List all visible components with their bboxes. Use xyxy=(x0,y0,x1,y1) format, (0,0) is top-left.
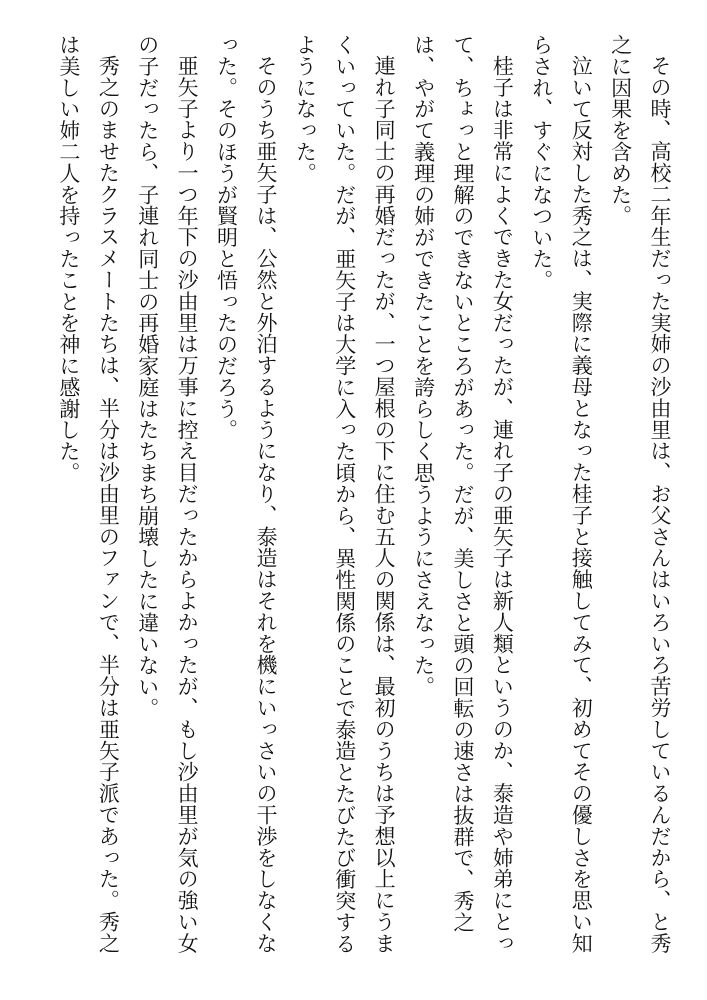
paragraph-2: 泣いて反対した秀之は、実際に義母となった桂子と接触してみて、初めてその優しさを思い知らされ、すぐになついた。 xyxy=(529,34,594,954)
paragraph-1: その時、高校二年生だった実姉の沙由里は、お父さんはいろいろ苦労しているんだから、と秀之に因果を含めた。 xyxy=(608,34,672,954)
vertical-text-body xyxy=(49,34,680,974)
paragraph-7: 秀之のませたクラスメートたちは、半分は沙由里のファンで、半分は亜矢子派であった。秀之は美しい姉二人を持ったことを神に感謝した。 xyxy=(56,34,121,954)
paragraph-4: 連れ子同士の再婚だったが、一つ屋根の下に住む五人の関係は、最初のうちは予想以上にうまくいっていた。だが、亜矢子は大学に入った頃から、異性関係のことで泰造とたびたび衝突するようになった。 xyxy=(293,34,397,955)
paragraph-3: 桂子は非常によくできた女だったが、連れ子の亜矢子は新人類というのか、泰造や姉弟にとって、ちょっと理解のできないところがあった。だが、美しさと頭の回転の速さは抜群で、秀之は、やがて義理の姉ができたことを誇らしく思うようにさえなった。 xyxy=(411,34,515,954)
paragraph-6: 亜矢子より一つ年下の沙由里は万事に控え目だったからよかったが、もし沙由里が気の強い女の子だったら、子連れ同士の再婚家庭はたちまち崩壊したに違いない。 xyxy=(135,34,200,954)
paragraph-5: そのうち亜矢子は、公然と外泊するようになり、泰造はそれを機にいっさいの干渉をしなくなった。そのほうが賢明と悟ったのだろう。 xyxy=(214,34,278,954)
